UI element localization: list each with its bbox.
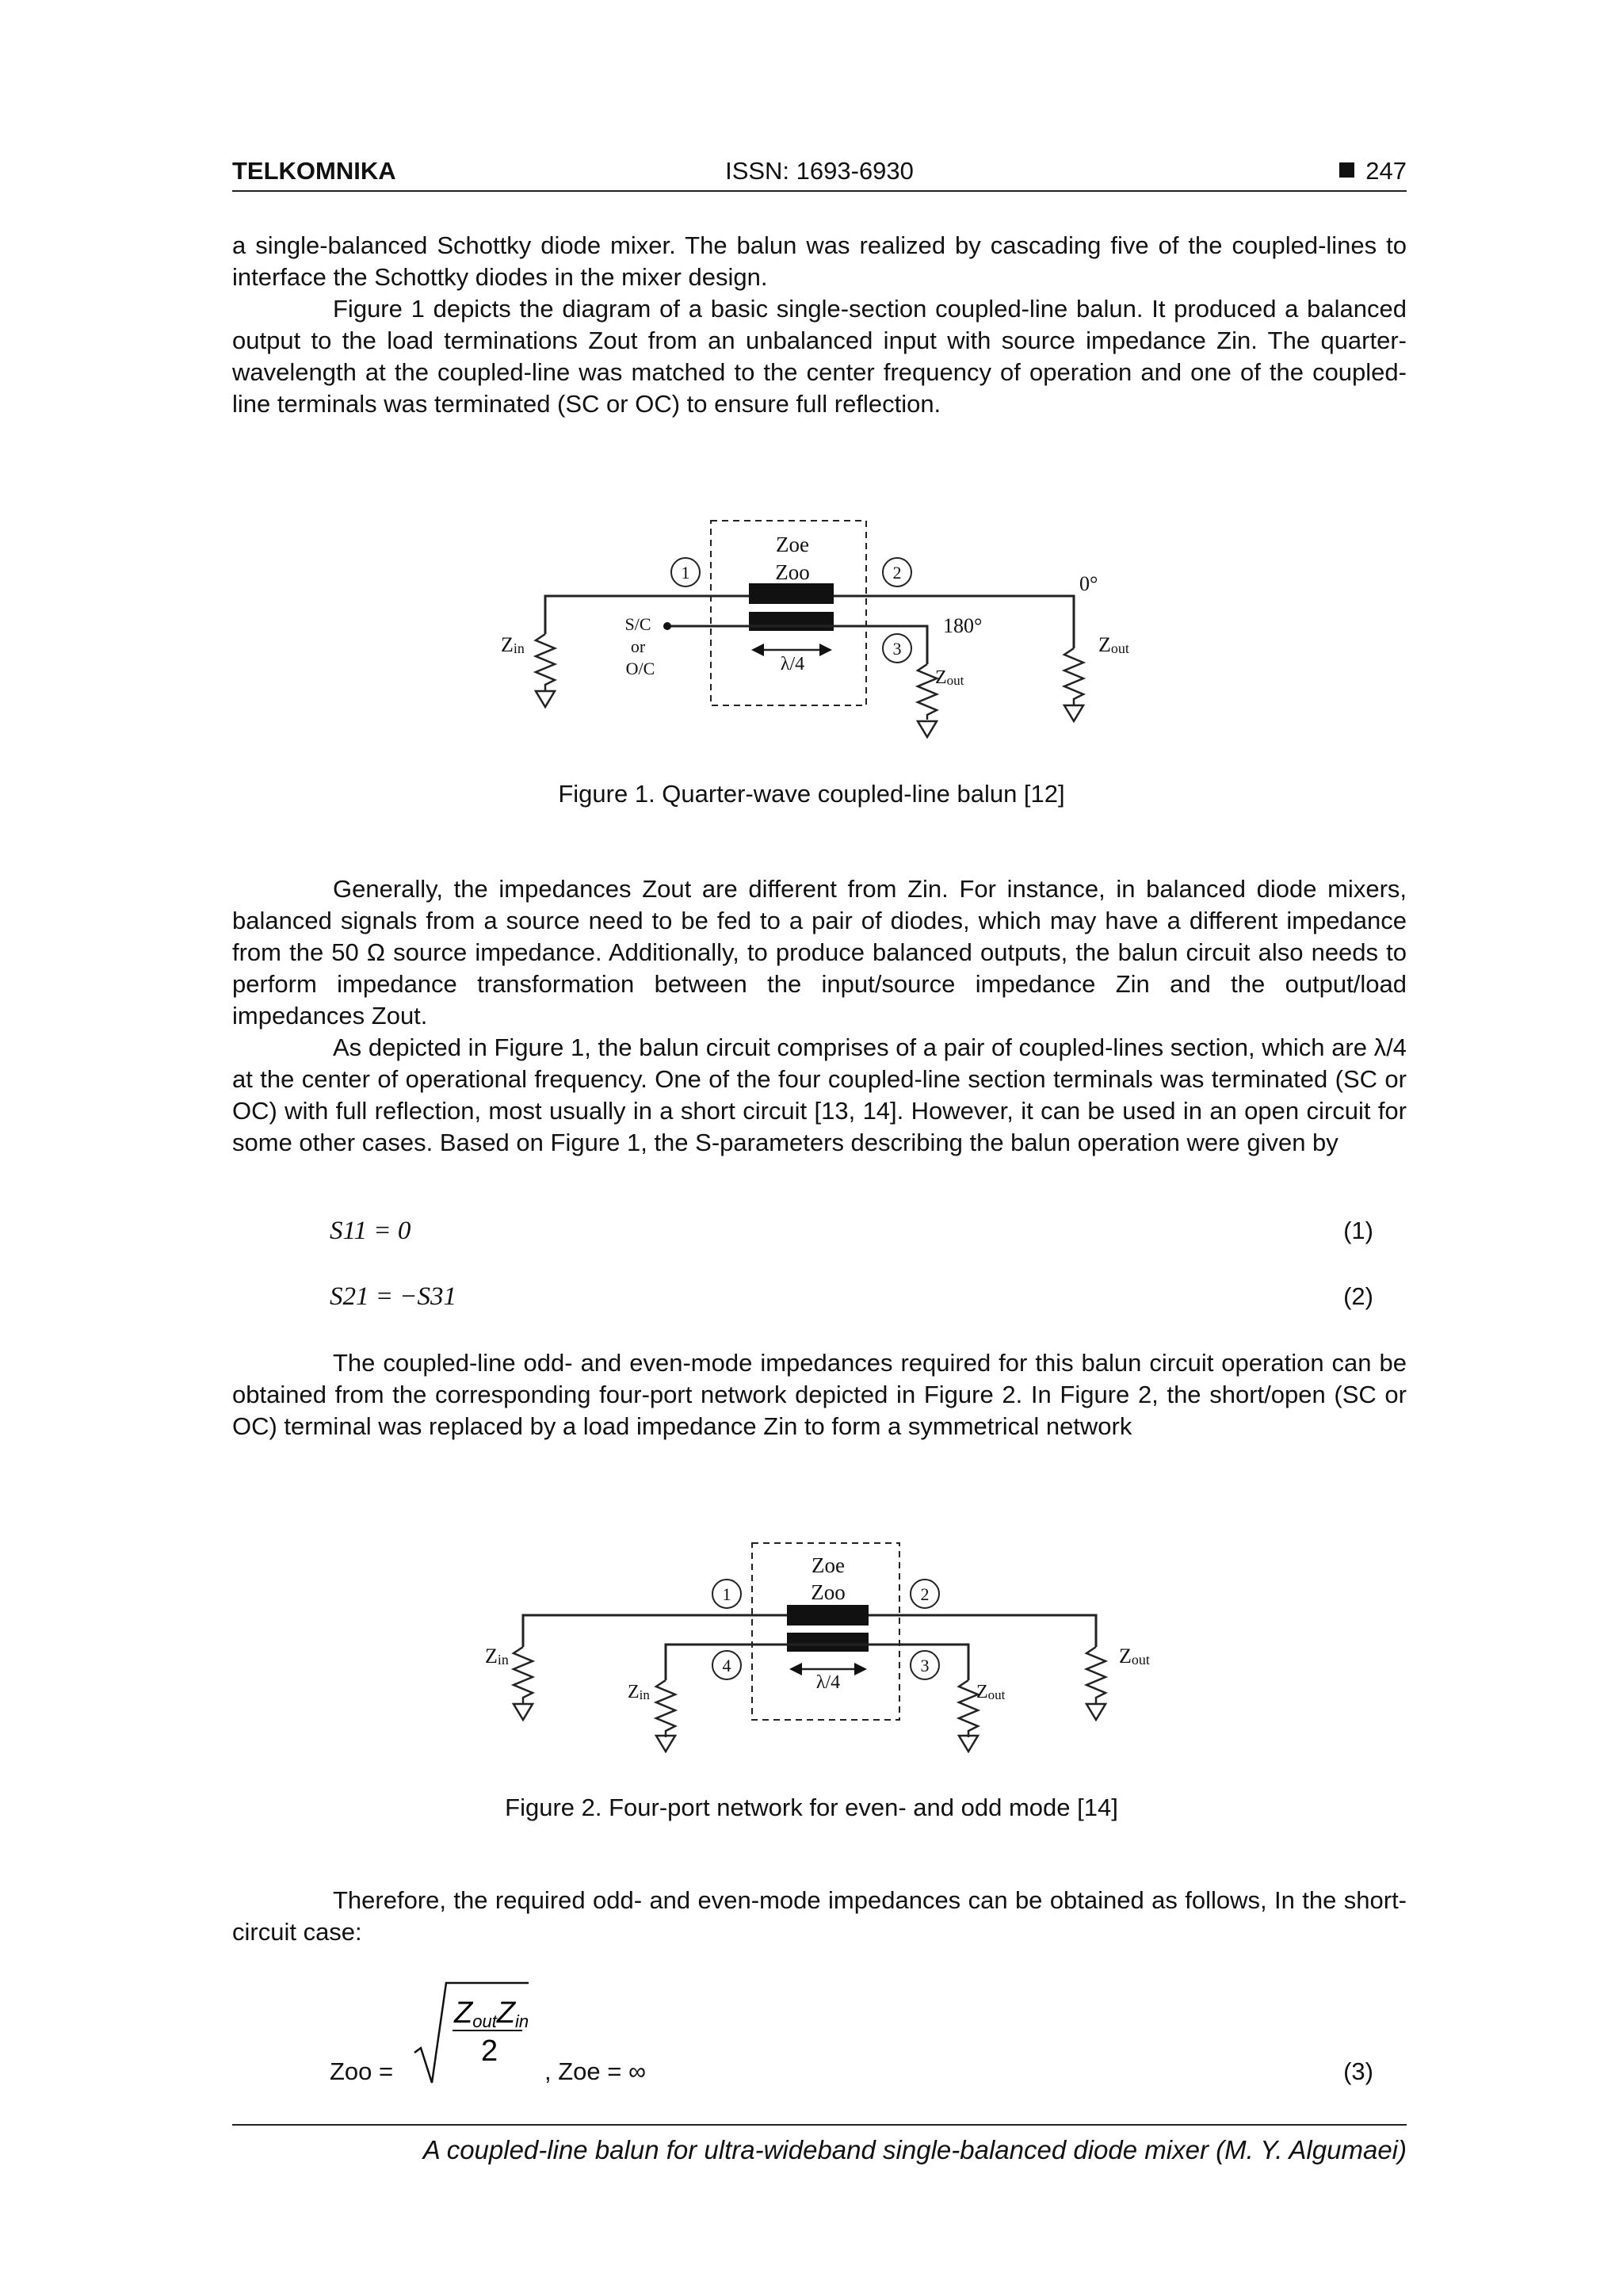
ground-icon	[536, 691, 555, 707]
zoe-label: Zoe	[776, 533, 809, 556]
figure-1-diagram	[475, 507, 1157, 745]
paragraph-1: a single-balanced Schottky diode mixer. The balun was realized by cascading five of the coupled-lines to interface the Schottky diodes in the mixer design.	[232, 231, 1407, 291]
figure-2-diagram	[475, 1530, 1157, 1759]
port-4-label: 4	[722, 1656, 731, 1675]
paragraph-4: As depicted in Figure 1, the balun circuit comprises of a pair of coupled-lines section, which are λ/4 at the center of operational frequency. One of the four coupled-line section terminals was terminated (SC or OC) with full reflection, most usually in a short circuit [13, 14]. However, it can be used in an open circuit for some other cases. Based on Figure 1, the S-parameters describing the balun operation were given by	[232, 1033, 1407, 1156]
equation-3-zoo-label: Zoo =	[330, 2057, 394, 2085]
sqrt-fraction	[411, 1973, 530, 2088]
denominator: 2	[481, 2034, 498, 2068]
ground-icon	[918, 721, 937, 737]
zout-resistor-right-icon	[1064, 648, 1083, 705]
zin-lower-label: Zin	[628, 1682, 650, 1702]
arrow-left-icon	[751, 644, 764, 656]
issn: ISSN: 1693-6930	[725, 157, 914, 185]
figure-1-caption: Figure 1. Quarter-wave coupled-line balun [12]	[558, 780, 1065, 808]
port-3-label: 3	[920, 1656, 930, 1675]
numerator: ZoutZin	[454, 1996, 529, 2031]
port-3-label: 3	[892, 639, 902, 659]
zin-resistor-lower-icon	[656, 1680, 675, 1737]
zoe-label: Zoe	[812, 1553, 845, 1577]
zin-label: Zin	[501, 633, 525, 656]
lambda-label: λ/4	[815, 1672, 841, 1693]
phase-0-label: 0°	[1079, 572, 1098, 595]
oc-label: O/C	[625, 659, 655, 678]
equation-3-number: (3)	[1343, 2057, 1373, 2085]
footer-citation: A coupled-line balun for ultra-wideband single-balanced diode mixer (M. Y. Algumaei)	[422, 2135, 1407, 2164]
zout-resistor-lower-icon	[959, 1680, 978, 1737]
page-number	[1339, 157, 1407, 185]
paragraph-5: The coupled-line odd- and even-mode impedances required for this balun circuit operation can be obtained from the corresponding four-port network depicted in Figure 2. In Figure 2, the short/open (SC or OC) terminal was replaced by a load impedance Zin to form a symmetrical network	[232, 1349, 1407, 1440]
zin-left-label: Zin	[485, 1645, 509, 1668]
page-header	[232, 157, 1407, 192]
zoo-label: Zoo	[811, 1580, 846, 1604]
equation-2	[232, 1282, 1373, 1319]
phase-180-label: 180°	[943, 614, 983, 637]
coupled-line-top	[787, 1605, 869, 1626]
zout-lower-label: Zout	[976, 1682, 1006, 1702]
square-bullet-icon	[1339, 162, 1354, 178]
paragraph-3: Generally, the impedances Zout are different from Zin. For instance, in balanced diode mixers, balanced signals from a source need to be fed to a pair of diodes, which may have a different impedance from the 50 Ω source impedance. Additionally, to produce balanced outputs, the balun circuit also needs to perform impedance transformation between the input/source impedance Zin and the output/load impedances Zout.	[232, 875, 1407, 1030]
zoo-label: Zoo	[775, 560, 810, 584]
port-1-label: 1	[681, 563, 690, 583]
ground-icon	[656, 1736, 675, 1752]
journal-name: TELKOMNIKA	[232, 157, 396, 185]
page-number-value: 247	[1365, 157, 1407, 185]
port-1-label: 1	[722, 1584, 731, 1604]
zin-resistor-left-icon	[514, 1647, 533, 1704]
ground-icon	[959, 1736, 978, 1752]
sc-label: S/C	[624, 614, 651, 634]
arrow-left-icon	[789, 1663, 802, 1675]
port-2-label: 2	[920, 1584, 930, 1604]
arrow-right-icon	[854, 1663, 867, 1675]
ground-icon	[1086, 1704, 1106, 1720]
zout-lower-label: Zout	[935, 667, 964, 688]
zout-right-label: Zout	[1119, 1645, 1150, 1668]
equation-3	[232, 1973, 1373, 2092]
coupled-line-top	[749, 583, 834, 604]
coupled-line-bottom	[787, 1633, 869, 1652]
ground-icon	[1064, 705, 1083, 721]
equation-3-zoe: , Zoe = ∞	[544, 2057, 647, 2085]
equation-1-number: (1)	[1343, 1217, 1373, 1244]
port-2-label: 2	[892, 563, 902, 583]
figure-2-caption: Figure 2. Four-port network for even- and odd mode [14]	[505, 1794, 1118, 1821]
page-footer	[232, 2124, 1407, 2164]
equation-1	[232, 1217, 1373, 1253]
arrow-right-icon	[819, 644, 832, 656]
lambda-label: λ/4	[780, 654, 805, 674]
zout-right-label: Zout	[1098, 633, 1129, 656]
equation-1-expression: S11 = 0	[330, 1217, 411, 1245]
ground-icon	[514, 1704, 533, 1720]
paragraph-2: Figure 1 depicts the diagram of a basic single-section coupled-line balun. It produced a balanced output to the load terminations Zout from an unbalanced input with source impedance Zin. The quarter-wavelength at the coupled-line was matched to the center frequency of operation and one of the coupled-line terminals was terminated (SC or OC) to ensure full reflection.	[232, 295, 1407, 418]
coupled-line-bottom	[749, 612, 834, 631]
zin-resistor-icon	[536, 634, 555, 691]
zout-resistor-lower-icon	[918, 664, 937, 720]
or-label: or	[630, 636, 646, 656]
terminal-dot	[663, 622, 671, 630]
equation-2-number: (2)	[1343, 1282, 1373, 1310]
paragraph-6: Therefore, the required odd- and even-mode impedances can be obtained as follows, In the short-circuit case:	[232, 1886, 1407, 1946]
equation-2-expression: S21 = −S31	[330, 1282, 457, 1311]
zout-resistor-right-icon	[1086, 1647, 1106, 1704]
